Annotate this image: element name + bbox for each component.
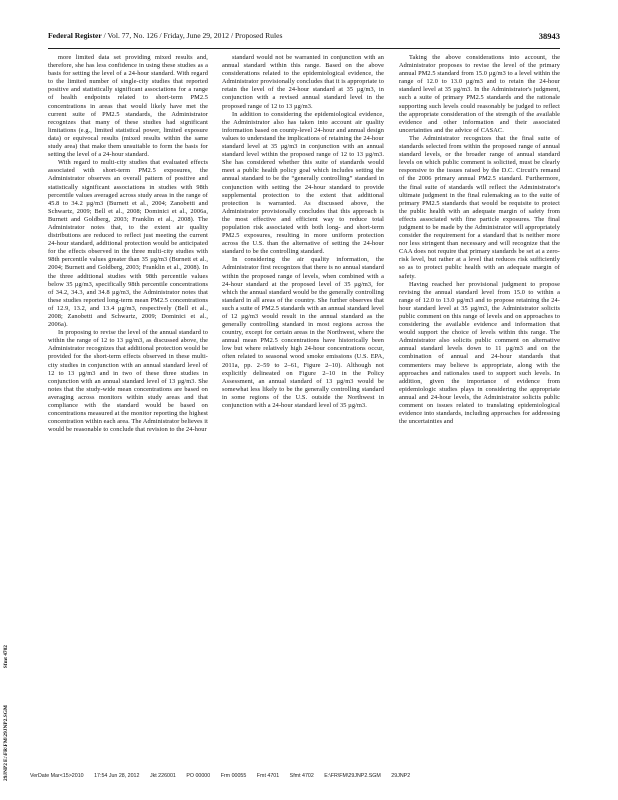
paragraph: In proposing to revise the level of the annual standard to within the range of 12 to 13 µg/m3, as discussed above, the Administrator recognizes that additional protection would be provided for the short-term effects observed in these multi-city studies in conjunction with an annual standard level of 12 to 13 µg/m3 and in two of these three studies in conjunction with an annual standard level of 13 µg/m3. She notes that the study-wide mean concentrations are based on averaging across monitors within study areas and that compliance with the standard would be based on concentrations measured at the monitor reporting the highest concentration within each area. The Administrator believes it would be reasonable to conclude that revision to the 24-hour [48,329,208,434]
paragraph: standard would not be warranted in conjunction with an annual standard within this range. Based on the above considerations related to the epidemiological evidence, the Administrator provisionally concludes that it is appropriate to retain the level of the 24-hour standard at 35 µg/m3, in conjunction with a revised annual standard level in the proposed range of 12 to 13 µg/m3. [222,54,384,110]
text-column-2 [222,54,384,768]
spine-label: 29JNP2 [3,763,9,781]
footer-jkt: Jkt 226001 [149,773,176,779]
footer-code: 29JNP2 [391,773,411,779]
footer-po: PO 00000 [186,773,211,779]
paragraph: With regard to multi-city studies that evaluated effects associated with short-term PM2.5 exposures, the Administrator observes an overall pattern of positive and statistically significant associations in studies with 98th percentile values averaged across study areas in the range of 45.8 to 34.2 µg/m3 (Burnett et al., 2004; Zanobetti and Schwartz, 2009; Bell et al., 2008; Dominici et al., 2006a, Burnett and Goldberg, 2003; Franklin et al., 2008). The Administrator notes that, to the extent air quality distributions are reduced to reflect just meeting the current 24-hour standard, additional protection would be anticipated for the effects observed in the three multi-city studies with 98th percentile values greater than 35 µg/m3 (Burnett et al., 2004; Burnett and Goldberg, 2003; Franklin et al., 2008). In the three additional studies with 98th percentile values below 35 µg/m3, specifically 98th percentile concentrations of 34.2, 34.3, and 34.8 µg/m3, the Administrator notes that these studies reported long-term mean PM2.5 concentrations of 12.9, 13.2, and 13.4 µg/m3, respectively (Bell et al., 2008; Zanobetti and Schwartz, 2009; Dominici et al., 2006a). [48,159,208,329]
page-footer [30,773,560,783]
issue-citation: / Vol. 77, No. 126 / Friday, June 29, 2012 / Proposed Rules [103,31,283,40]
footer-timestamp: 17:54 Jun 28, 2012 [94,773,140,779]
page-number: 38943 [538,31,560,41]
paragraph: Having reached her provisional judgment to propose revising the annual standard level from 15.0 to within a range of 12.0 to 13.0 µg/m3 and to propose retaining the 24-hour standard level at 35 µg/m3, the Administrator solicits public comment on this range of levels and on approaches to considering the available evidence and information that would support the choice of levels within this range. The Administrator also solicits public comment on alternative annual standard levels down to 11 µg/m3 and on the combination of annual and 24-hour standards that commenters may believe is appropriate, along with the approaches and rationales used to support such levels. In addition, given the importance of evidence from epidemiologic studies plays in considering the appropriate annual and 24-hour levels, the Administrator solicits public comment on issues related to translating epidemiological evidence into standards, including approaches for addressing the uncertainties and [399,280,560,426]
paragraph: Taking the above considerations into account, the Administrator proposes to revise the level of the primary annual PM2.5 standard from 15.0 µg/m3 to a level within the range of 12.0 to 13.0 µg/m3 and to retain the 24-hour standard level at 35 µg/m3. In the Administrator's judgment, such a suite of primary PM2.5 standards and the rationale supporting such levels could reasonably be judged to reflect the appropriate consideration of the strength of the available evidence and other information and their associated uncertainties and the advice of CASAC. [399,54,560,134]
text-column-3 [399,54,560,768]
footer-fmt: Fmt 4701 [256,773,280,779]
paragraph: In considering the air quality information, the Administrator first recognizes that there is no annual standard within the proposed range of levels, when combined with a 24-hour standard at the proposed level of 35 µg/m3, for which the annual standard would be the generally controlling standard in all areas of the country. She further observes that such a suite of PM2.5 standards with an annual standard level of 12 µg/m3 would result in the annual standard as the generally controlling standard in most regions across the country, except for certain areas in the Northwest, where the annual mean PM2.5 concentrations have historically been low but where relatively high 24-hour concentrations occur, often related to seasonal wood smoke emissions (U.S. EPA, 2011a, pp. 2–59 to 2–61, Figure 2–10). Although not explicitly delineated on Figure 2–10 in the Policy Assessment, an annual standard of 13 µg/m3 would be somewhat less likely to be the generally controlling standard in some regions of the U.S. outside the Northwest in conjunction with a 24-hour standard level of 35 µg/m3. [222,256,384,410]
paragraph: more limited data set providing mixed results and, therefore, she has less confidence in using these studies as a basis for setting the level of a 24-hour standard. With regard to the limited number of single-city studies that reported positive and statistically significant associations for a range of health endpoints related to short-term PM2.5 concentrations in areas that would likely have met the current suite of PM2.5 standards, the Administrator recognizes that many of these studies had significant limitations (e.g., limited statistical power, limited exposure data) or equivocal results (mixed results within the same study area) that make them unsuitable to form the basis for setting the level of a 24-hour standard. [48,54,208,159]
spine-label: E:\FR\FM\29JNP2.SGM [3,705,9,763]
text-column-1 [48,54,208,768]
paragraph: In addition to considering the epidemiological evidence, the Administrator also has taken into account air quality information based on county-level 24-hour and annual design values to understand the implications of retaining the 24-hour standard level at 35 µg/m3 in conjunction with an annual standard level within the proposed range of 12 to 13 µg/m3. She has considered whether this suite of standards would meet a public health policy goal which includes setting the annual standard to be the “generally controlling” standard in conjunction with setting the 24-hour standard to provide supplemental protection to the extent that additional protection is warranted. As discussed above, the Administrator provisionally concludes that this approach is the most effective and efficient way to reduce total population risk associated with both long- and short-term PM2.5 exposures, resulting in more uniform protection across the U.S. than the alternative of setting the 24-hour standard to be the controlling standard. [222,110,384,256]
paragraph: The Administrator recognizes that the final suite of standards selected from within the proposed range of annual standard levels, or the broader range of annual standard levels on which public comment is solicited, must be clearly responsive to the issues raised by the D.C. Circuit's remand of the 2006 primary annual PM2.5 standard. Furthermore, the final suite of standards will reflect the Administrator's ultimate judgment in the final rulemaking as to the suite of primary PM2.5 standards that would be requisite to protect the public health with an adequate margin of safety from effects associated with fine particle exposures. The final judgment to be made by the Administrator will appropriately consider the requirement for a standard that is neither more nor less stringent than necessary and will recognize that the CAA does not require that primary standards be set at a zero-risk level, but rather at a level that reduces risk sufficiently so as to protect public health with an adequate margin of safety. [399,134,560,280]
publication-name: Federal Register [48,31,102,40]
footer-file: E:\FR\FM\29JNP2.SGM [324,773,381,779]
header-rule [48,48,560,49]
footer-sfmt: Sfmt 4702 [289,773,314,779]
footer-verdate: VerDate Mar<15>2010 [30,773,84,779]
spine-label: Sfmt 4702 [3,645,9,669]
page-header [48,31,560,43]
footer-frm: Frm 00055 [220,773,247,779]
